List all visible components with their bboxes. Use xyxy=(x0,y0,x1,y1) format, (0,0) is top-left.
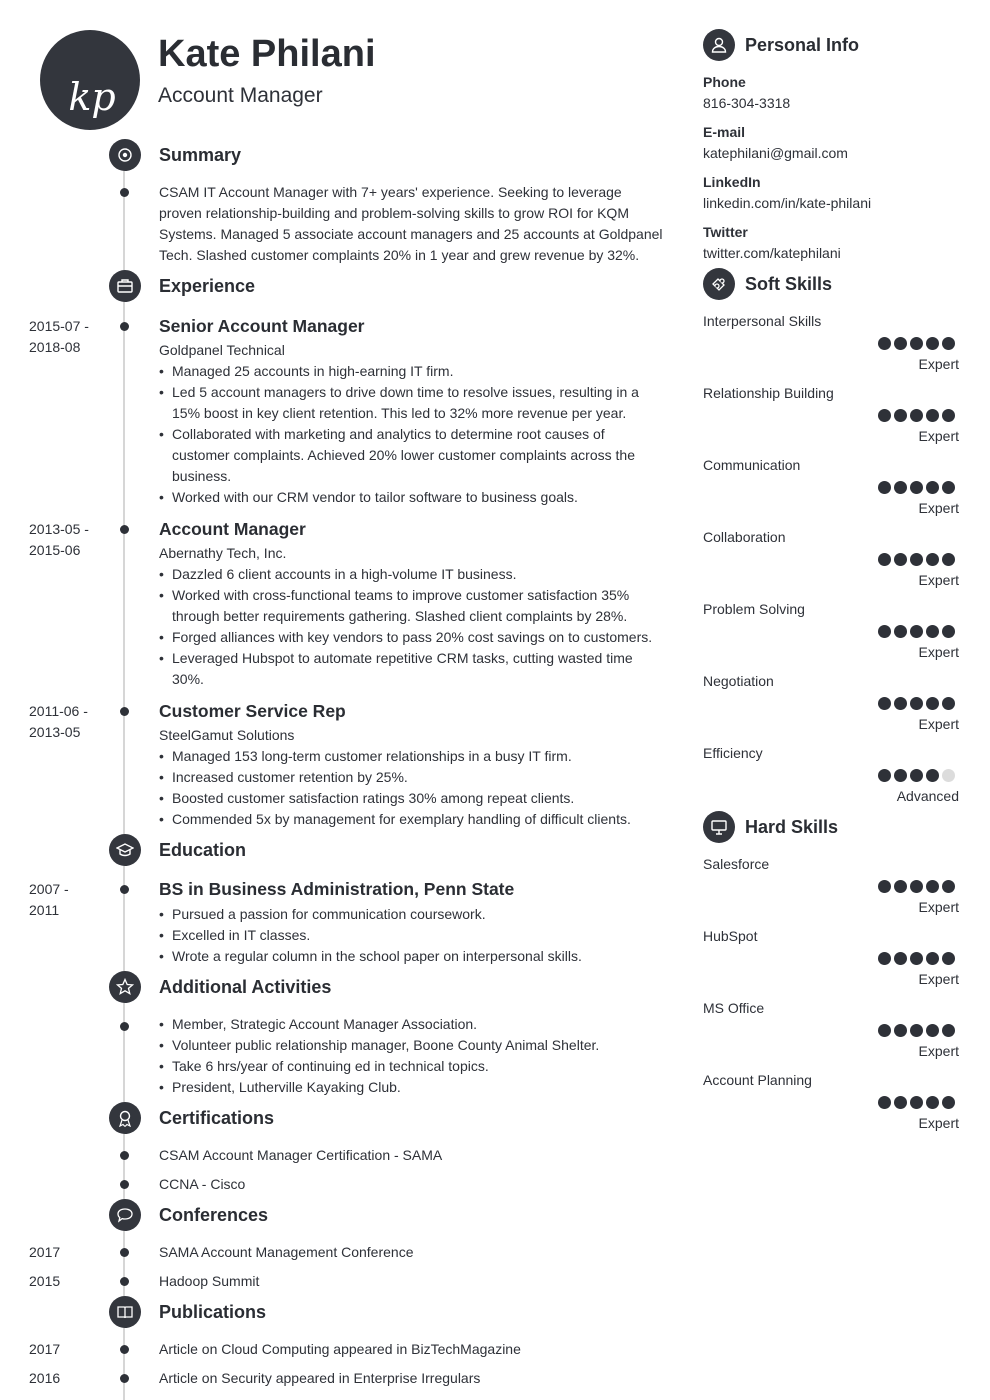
rating-dot-filled xyxy=(894,952,907,965)
rating-dot-filled xyxy=(894,880,907,893)
timeline-dot xyxy=(120,885,129,894)
award-icon xyxy=(116,1109,134,1127)
rating-dot-filled xyxy=(910,880,923,893)
bullet-line-continued: customer complaints. Achieved 20% lower customer complaints across the xyxy=(172,447,635,463)
rating-dot-filled xyxy=(942,880,955,893)
personal-heading: Personal Info xyxy=(745,35,860,55)
education-badge xyxy=(109,834,141,866)
publications-item: Article on Security appeared in Enterprise Irregulars xyxy=(159,1370,481,1386)
publications-badge xyxy=(109,1296,141,1328)
job-company: Abernathy Tech, Inc. xyxy=(159,545,287,561)
skill-rating xyxy=(878,1024,955,1037)
contact-value[interactable]: 816-304-3318 xyxy=(703,95,791,111)
job-dates-end: 2018-08 xyxy=(29,339,81,355)
rating-dot-filled xyxy=(910,553,923,566)
rating-dot-filled xyxy=(926,697,939,710)
rating-dot-filled xyxy=(894,481,907,494)
publications-heading: Publications xyxy=(159,1302,267,1322)
rating-dot-filled xyxy=(878,880,891,893)
bullet-line: • Collaborated with marketing and analytics to determine root causes of xyxy=(159,424,605,445)
certification-item: CCNA - Cisco xyxy=(159,1176,246,1192)
target-icon xyxy=(116,146,134,164)
rating-dot-filled xyxy=(926,769,939,782)
publications-date: 2017 xyxy=(29,1341,61,1357)
bullet-line: • Worked with cross-functional teams to improve customer satisfaction 35% xyxy=(159,585,629,606)
rating-dot-filled xyxy=(894,337,907,350)
rating-dot-filled xyxy=(910,769,923,782)
rating-dot-filled xyxy=(926,481,939,494)
contact-label: Phone xyxy=(703,74,746,90)
rating-dot-filled xyxy=(926,952,939,965)
certifications-heading: Certifications xyxy=(159,1108,275,1128)
conferences-date: 2015 xyxy=(29,1273,61,1289)
user-icon xyxy=(710,36,728,54)
contact-value[interactable]: linkedin.com/in/kate-philani xyxy=(703,195,872,211)
timeline-dot xyxy=(120,707,129,716)
skill-name: HubSpot xyxy=(703,928,758,944)
monitor-icon xyxy=(710,818,728,836)
skill-rating xyxy=(878,553,955,566)
rating-dot-filled xyxy=(926,1096,939,1109)
bullet-line: • Increased customer retention by 25%. xyxy=(159,767,408,788)
rating-dot-filled xyxy=(910,1024,923,1037)
bullet-line-continued: business. xyxy=(172,468,232,484)
skill-level: Expert xyxy=(918,1043,959,1059)
skill-rating xyxy=(878,481,955,494)
rating-dot-filled xyxy=(878,1096,891,1109)
job-dates-end: 2013-05 xyxy=(29,724,81,740)
rating-dot-filled xyxy=(894,409,907,422)
education-heading: Education xyxy=(159,840,247,860)
publications-date: 2016 xyxy=(29,1370,61,1386)
rating-dot-filled xyxy=(942,1024,955,1037)
bullet-line: • Led 5 account managers to drive down time to resolve issues, resulting in a xyxy=(159,382,639,403)
conferences-item: SAMA Account Management Conference xyxy=(159,1244,414,1260)
skill-level: Expert xyxy=(918,428,959,444)
timeline-dot xyxy=(120,1345,129,1354)
contact-label: E-mail xyxy=(703,124,746,140)
rating-dot-filled xyxy=(926,409,939,422)
rating-dot-filled xyxy=(878,697,891,710)
timeline-dot xyxy=(120,1151,129,1160)
bullet-line: • Worked with our CRM vendor to tailor software to business goals. xyxy=(159,487,578,508)
skill-rating xyxy=(878,769,955,782)
soft-skills-heading: Soft Skills xyxy=(745,274,833,294)
personal-badge xyxy=(703,29,735,61)
bullet-line: • Boosted customer satisfaction ratings 30% among repeat clients. xyxy=(159,788,574,809)
summary-line: CSAM IT Account Manager with 7+ years' experience. Seeking to leverage xyxy=(159,184,622,200)
book-icon xyxy=(116,1303,134,1321)
speech-bubble-icon xyxy=(116,1206,134,1224)
rating-dot-filled xyxy=(942,1096,955,1109)
hard_skills-badge xyxy=(703,811,735,843)
rating-dot-filled xyxy=(942,697,955,710)
skill-name: Salesforce xyxy=(703,856,770,872)
bullet-line: • Forged alliances with key vendors to pass 20% cost savings on to customers. xyxy=(159,627,652,648)
summary-line: proven relationship-building and problem-solving skills to grow ROI for KQM xyxy=(159,205,629,221)
rating-dot-filled xyxy=(910,1096,923,1109)
rating-dot-filled xyxy=(942,481,955,494)
skill-name: Problem Solving xyxy=(703,601,805,617)
bullet-line-continued: 30%. xyxy=(172,671,204,687)
skill-level: Advanced xyxy=(896,788,959,804)
contact-label: Twitter xyxy=(703,224,748,240)
rating-dot-filled xyxy=(878,1024,891,1037)
skill-rating xyxy=(878,880,955,893)
skill-name: Efficiency xyxy=(703,745,763,761)
rating-dot-filled xyxy=(894,697,907,710)
timeline-dot xyxy=(120,1277,129,1286)
job-title: Senior Account Manager xyxy=(159,316,365,336)
rating-dot-filled xyxy=(894,769,907,782)
timeline-dot xyxy=(120,1022,129,1031)
rating-dot-filled xyxy=(926,337,939,350)
job-dates-start: 2015-07 - xyxy=(29,318,89,334)
job-company: SteelGamut Solutions xyxy=(159,727,295,743)
edu-dates-start: 2007 - xyxy=(29,881,69,897)
skill-level: Expert xyxy=(918,716,959,732)
bullet-line: • Wrote a regular column in the school paper on interpersonal skills. xyxy=(159,946,582,967)
rating-dot-empty xyxy=(942,769,955,782)
skill-level: Expert xyxy=(918,644,959,660)
rating-dot-filled xyxy=(910,481,923,494)
bullet-line: • Leveraged Hubspot to automate repetitive CRM tasks, cutting wasted time xyxy=(159,648,633,669)
experience-heading: Experience xyxy=(159,276,256,296)
conferences-heading: Conferences xyxy=(159,1205,269,1225)
skill-rating xyxy=(878,1096,955,1109)
rating-dot-filled xyxy=(942,952,955,965)
skill-rating xyxy=(878,409,955,422)
rating-dot-filled xyxy=(926,625,939,638)
job-company: Goldpanel Technical xyxy=(159,342,285,358)
skill-rating xyxy=(878,952,955,965)
bullet-line: • President, Lutherville Kayaking Club. xyxy=(159,1077,401,1098)
skill-name: Account Planning xyxy=(703,1072,812,1088)
rating-dot-filled xyxy=(910,952,923,965)
rating-dot-filled xyxy=(878,337,891,350)
skill-level: Expert xyxy=(918,356,959,372)
rating-dot-filled xyxy=(878,769,891,782)
timeline-dot xyxy=(120,1248,129,1257)
bullet-line: • Commended 5x by management for exemplary handling of difficult clients. xyxy=(159,809,631,830)
skill-name: Negotiation xyxy=(703,673,774,689)
job-dates-end: 2015-06 xyxy=(29,542,81,558)
rating-dot-filled xyxy=(942,409,955,422)
soft_skills-badge xyxy=(703,268,735,300)
rating-dot-filled xyxy=(894,625,907,638)
conferences-date: 2017 xyxy=(29,1244,61,1260)
rating-dot-filled xyxy=(910,409,923,422)
job-title: Customer Service Rep xyxy=(159,701,346,721)
rating-dot-filled xyxy=(910,337,923,350)
rating-dot-filled xyxy=(878,625,891,638)
skill-name: Collaboration xyxy=(703,529,786,545)
bullet-line: • Pursued a passion for communication coursework. xyxy=(159,904,486,925)
skill-rating xyxy=(878,337,955,350)
contact-value[interactable]: katephilani@gmail.com xyxy=(703,145,848,161)
hard-skills-heading: Hard Skills xyxy=(745,817,839,837)
rating-dot-filled xyxy=(894,1024,907,1037)
bullet-line-continued: 15% boost in key client retention. This led to 32% more revenue per year. xyxy=(172,405,627,421)
summary-line: Systems. Managed 5 associate account managers and 25 accounts at Goldpanel xyxy=(159,226,663,242)
job-title: Account Manager xyxy=(159,519,306,539)
skill-level: Expert xyxy=(918,899,959,915)
candidate-name: Kate Philani xyxy=(158,33,376,75)
timeline-dot xyxy=(120,525,129,534)
rating-dot-filled xyxy=(878,409,891,422)
skill-name: Interpersonal Skills xyxy=(703,313,822,329)
rating-dot-filled xyxy=(894,553,907,566)
bullet-line: • Excelled in IT classes. xyxy=(159,925,310,946)
timeline-dot xyxy=(120,1180,129,1189)
skill-level: Expert xyxy=(918,971,959,987)
skill-name: MS Office xyxy=(703,1000,765,1016)
publications-item: Article on Cloud Computing appeared in BizTechMagazine xyxy=(159,1341,521,1357)
bullet-line: • Managed 153 long-term customer relationships in a busy IT firm. xyxy=(159,746,572,767)
timeline-dot xyxy=(120,188,129,197)
contact-label: LinkedIn xyxy=(703,174,761,190)
avatar xyxy=(40,30,140,130)
bullet-line: • Volunteer public relationship manager, Boone County Animal Shelter. xyxy=(159,1035,599,1056)
activities-badge xyxy=(109,971,141,1003)
star-icon xyxy=(116,978,134,996)
briefcase-icon xyxy=(116,277,134,295)
conferences-item: Hadoop Summit xyxy=(159,1273,260,1289)
bullet-line: • Take 6 hrs/year of continuing ed in technical topics. xyxy=(159,1056,489,1077)
rating-dot-filled xyxy=(878,481,891,494)
rating-dot-filled xyxy=(942,553,955,566)
skill-rating xyxy=(878,625,955,638)
timeline-dot xyxy=(120,322,129,331)
summary-badge xyxy=(109,139,141,171)
graduation-cap-icon xyxy=(116,841,134,859)
rating-dot-filled xyxy=(878,952,891,965)
bullet-line: • Dazzled 6 client accounts in a high-volume IT business. xyxy=(159,564,516,585)
rating-dot-filled xyxy=(926,553,939,566)
timeline-dot xyxy=(120,1374,129,1383)
contact-value[interactable]: twitter.com/katephilani xyxy=(703,245,841,261)
activities-heading: Additional Activities xyxy=(159,977,332,997)
avatar-initials: kp xyxy=(68,75,116,119)
rating-dot-filled xyxy=(926,880,939,893)
skill-level: Expert xyxy=(918,1115,959,1131)
rating-dot-filled xyxy=(926,1024,939,1037)
conferences-badge xyxy=(109,1199,141,1231)
rating-dot-filled xyxy=(942,337,955,350)
job-dates-start: 2011-06 - xyxy=(29,703,88,719)
degree-title: BS in Business Administration, Penn State xyxy=(159,879,515,899)
rating-dot-filled xyxy=(894,1096,907,1109)
certifications-badge xyxy=(109,1102,141,1134)
bullet-line: • Member, Strategic Account Manager Association. xyxy=(159,1014,477,1035)
rating-dot-filled xyxy=(910,625,923,638)
bullet-line: • Managed 25 accounts in high-earning IT firm. xyxy=(159,361,453,382)
experience-badge xyxy=(109,270,141,302)
summary-heading: Summary xyxy=(159,145,242,165)
rating-dot-filled xyxy=(878,553,891,566)
edu-dates-end: 2011 xyxy=(29,902,60,918)
skill-level: Expert xyxy=(918,500,959,516)
rating-dot-filled xyxy=(910,697,923,710)
job-dates-start: 2013-05 - xyxy=(29,521,89,537)
candidate-title: Account Manager xyxy=(158,84,323,107)
skill-level: Expert xyxy=(918,572,959,588)
skill-name: Relationship Building xyxy=(703,385,834,401)
rating-dot-filled xyxy=(942,625,955,638)
summary-line: Tech. Slashed customer complaints 20% in 1 year and grew revenue by 32%. xyxy=(159,247,640,263)
skill-name: Communication xyxy=(703,457,801,473)
bullet-line-continued: through better requirements gathering. Slashed client complaints by 28%. xyxy=(172,608,628,624)
skill-rating xyxy=(878,697,955,710)
puzzle-icon xyxy=(710,275,728,293)
certification-item: CSAM Account Manager Certification - SAMA xyxy=(159,1147,443,1163)
